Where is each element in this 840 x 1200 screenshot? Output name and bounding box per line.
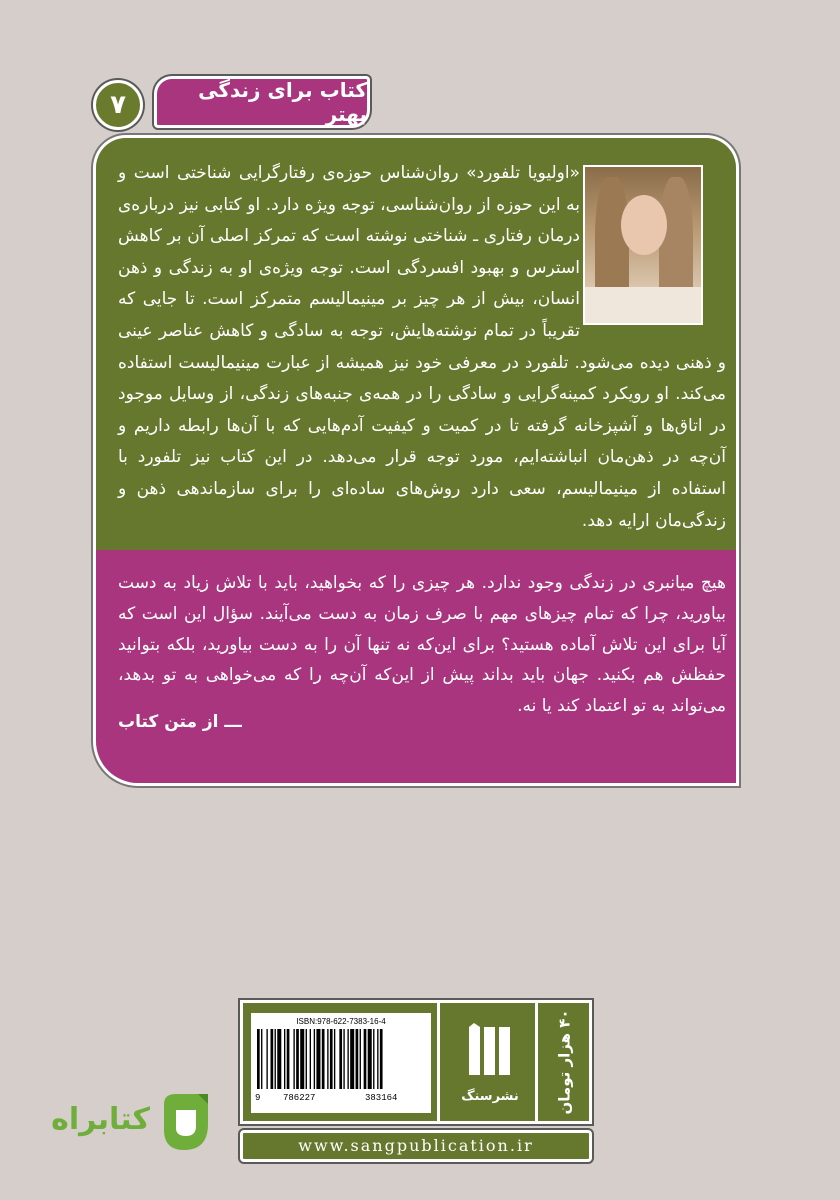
barcode-bars bbox=[257, 1029, 425, 1089]
series-title-badge: کتاب برای زندگی بهتر bbox=[154, 76, 370, 128]
barcode-stripe bbox=[327, 1029, 328, 1089]
barcode-stripe bbox=[306, 1029, 307, 1089]
back-cover-card bbox=[96, 138, 736, 783]
barcode-stripe bbox=[287, 1029, 290, 1089]
barcode-stripe bbox=[373, 1029, 374, 1089]
barcode-stripe bbox=[377, 1029, 378, 1089]
publisher-name: نشرسنگ bbox=[461, 1089, 519, 1104]
barcode-stripe bbox=[343, 1029, 344, 1089]
barcode-stripe bbox=[277, 1029, 281, 1089]
author-bio-text: «اولیویا تلفورد» روان‌شناس حوزه‌ی رفتارگرایی شناختی است و به این حوزه از روان‌شناسی، توجه ویژه دارد. او کتابی نیز درباره‌ی درمان رفتاری ـ شناختی نوشته است که تمرکز اصلی آن بر کاهش استرس و بهبود افسردگی است. توجه ویژه‌ی او به زندگی و ذهن انسان، بیش از هر چیز بر مینیمالیسم متمرکز است. تا جایی که تقریباً در تمام نوشته‌هایش، توجه به سادگی و کاهش عناصر عینی و ذهنی دیده می‌شود. تلفورد در معرفی خود نیز همیشه از عبارت مینیمالیست استفاده می‌کند. او رویکرد کمینه‌گرایی و سادگی را در همه‌ی جنبه‌های زندگی، از وسایل موجود در اتاق‌ها و آشپزخانه گرفته تا در کمیت و کیفیت آدم‌هایی که با آن‌ها رابطه داریم و آن‌چه در ذهن‌مان انباشته‌ایم، مورد توجه قرار می‌دهد. در این کتاب نیز تلفورد با استفاده از مینیمالیسم، سعی دارد روش‌های ساده‌ای را برای سازماندهی ذهن و زندگی‌مان ارایه دهد. bbox=[118, 163, 726, 531]
barcode-stripe bbox=[330, 1029, 333, 1089]
barcode-stripe bbox=[293, 1029, 294, 1089]
barcode-stripe bbox=[257, 1029, 260, 1089]
barcode-stripe bbox=[368, 1029, 372, 1089]
barcode-stripe bbox=[356, 1029, 359, 1089]
author-bio-paragraph bbox=[118, 158, 726, 537]
author-bio-section bbox=[96, 138, 736, 550]
barcode-stripe bbox=[339, 1029, 342, 1089]
barcode-stripe bbox=[271, 1029, 274, 1089]
quote-source: ـــ از متن کتاب bbox=[118, 712, 242, 732]
barcode-digits-end: 383164 bbox=[365, 1093, 398, 1103]
price-label bbox=[538, 1003, 592, 1121]
ketabrah-brand bbox=[42, 1090, 222, 1170]
ketabrah-wordmark: کتابراه bbox=[51, 1102, 150, 1137]
box-divider bbox=[437, 1003, 440, 1121]
barcode-stripe bbox=[284, 1029, 285, 1089]
barcode-stripe bbox=[310, 1029, 311, 1089]
series-number-badge: ۷ bbox=[93, 80, 143, 130]
barcode-stripe bbox=[334, 1029, 335, 1089]
book-quote-section bbox=[96, 550, 736, 783]
isbn-text: ISBN:978-622-7383-16-4 bbox=[296, 1017, 386, 1026]
book-quote-text: هیچ میانبری در زندگی وجود ندارد. هر چیزی را که بخواهید، باید با تلاش زیاد به دست بیاورید، چرا که تمام چیزهای مهم با صرف زمان به دست می‌آیند. سؤال این است که آیا برای این تلاش آماده هستید؟ برای این‌که نه تنها آن را به دست بیاورید، بلکه بتوانید حفظش هم بکنید. جهان باید بداند پیش از این‌که آن‌چه را که می‌خواهی به تو بدهد، می‌تواند به تو اعتماد کند یا نه. bbox=[118, 573, 726, 717]
barcode-stripe bbox=[316, 1029, 320, 1089]
barcode-stripe bbox=[300, 1029, 304, 1089]
barcode-stripe bbox=[380, 1029, 383, 1089]
barcode-digit-first: 9 bbox=[255, 1093, 261, 1103]
barcode-stripe bbox=[360, 1029, 361, 1089]
barcode-stripe bbox=[275, 1029, 276, 1089]
barcode-stripe bbox=[322, 1029, 325, 1089]
publisher-website[interactable]: www.sangpublication.ir bbox=[240, 1130, 592, 1162]
publisher-info-box bbox=[240, 1000, 592, 1124]
price-text: ۴۰ هزار تومان bbox=[556, 1009, 574, 1115]
isbn-barcode bbox=[251, 1013, 431, 1113]
ketabrah-logo bbox=[154, 1090, 218, 1154]
barcode-stripe bbox=[347, 1029, 348, 1089]
barcode-stripe bbox=[350, 1029, 354, 1089]
barcode-stripe bbox=[364, 1029, 367, 1089]
barcode-digits-mid: 786227 bbox=[283, 1093, 316, 1103]
barcode-stripe bbox=[266, 1029, 267, 1089]
barcode-stripe bbox=[314, 1029, 315, 1089]
barcode-stripe bbox=[296, 1029, 299, 1089]
barcode-stripe bbox=[261, 1029, 262, 1089]
publisher-books-logo bbox=[467, 1023, 513, 1079]
